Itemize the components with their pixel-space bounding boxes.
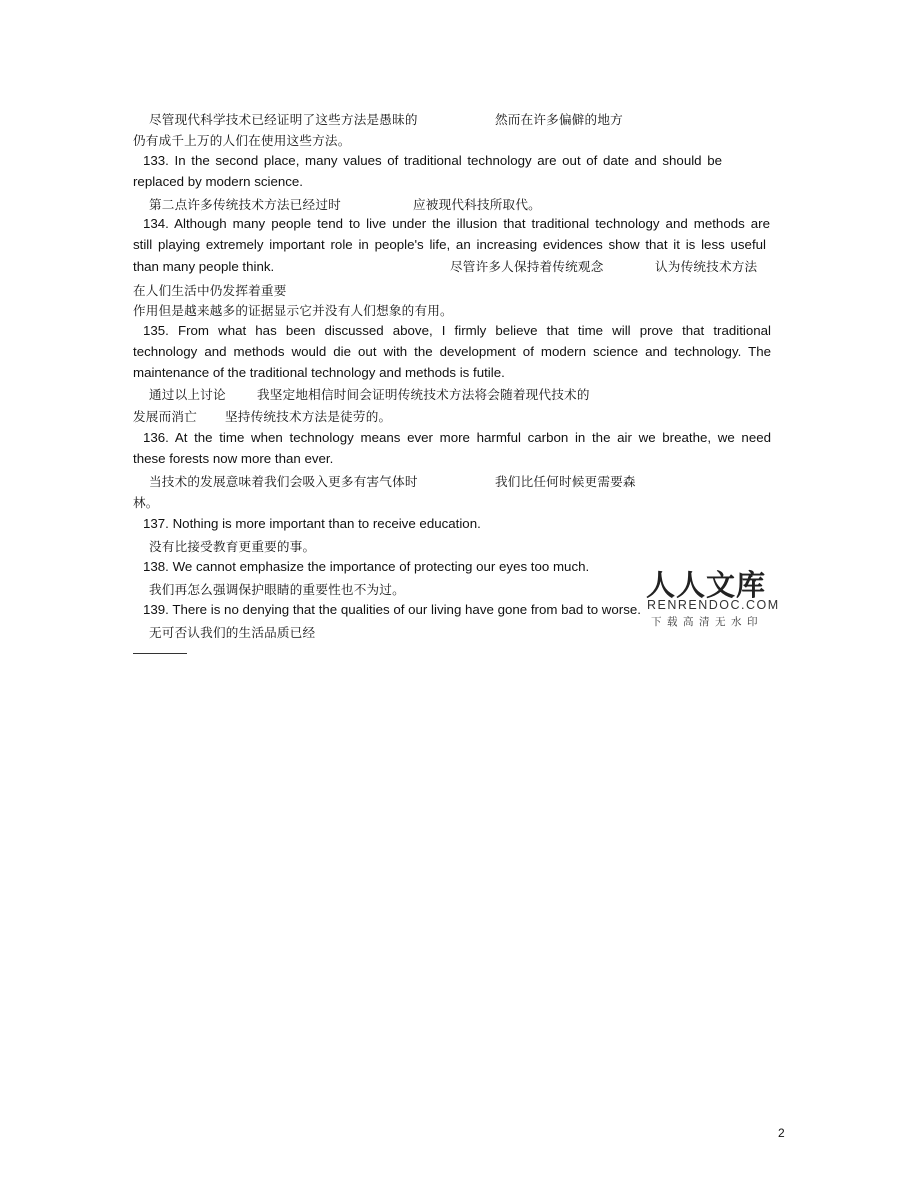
text-segment: 然而在许多偏僻的地方 [495,112,623,127]
sentence-line: 135. From what has been discussed above, I firmly believe that time will prove that traditional [143,323,771,338]
sentence-line: 139. There is no denying that the qualities of our living have gone from bad to worse. [143,602,641,617]
watermark-title: 人人文库 [646,568,767,602]
text-segment: 当技术的发展意味着我们会吸入更多有害气体时 [149,474,418,489]
text-segment: 认为传统技术方法 [655,259,758,274]
sentence-line: 134. Although many people tend to live under the illusion that traditional technology and methods are [143,216,770,231]
text-segment: 尽管许多人保持着传统观念 [450,259,604,274]
watermark-url: RENRENDOC.COM [647,598,780,612]
text-segment: 发展而消亡 [133,409,197,424]
divider [133,653,187,654]
watermark-logo [646,563,780,633]
translation-line: 无可否认我们的生活品质已经 [149,625,316,640]
sentence-line: technology and methods would die out with the development of modern science and technology. The [133,344,771,359]
translation-line: 在人们生活中仍发挥着重要 [133,283,287,298]
text-segment: 第二点许多传统技术方法已经过时 [149,197,341,212]
sentence-line: replaced by modern science. [133,174,303,189]
text-segment: 我坚定地相信时间会证明传统技术方法将会随着现代技术的 [257,387,590,402]
sentence-line: 138. We cannot emphasize the importance of protecting our eyes too much. [143,559,590,574]
sentence-line: still playing extremely important role in people's life, an increasing evidences show that it is less useful [133,237,766,252]
text-segment: than many people think. [133,259,275,274]
text-segment: 通过以上讨论 [149,387,226,402]
sentence-line: 137. Nothing is more important than to receive education. [143,516,481,531]
translation-line: 作用但是越来越多的证据显示它并没有人们想象的有用。 [133,303,453,318]
watermark-subtitle: 下载高清无水印 [651,616,763,628]
text-segment: 尽管现代科学技术已经证明了这些方法是愚昧的 [149,112,418,127]
text-segment: 应被现代科技所取代。 [413,197,541,212]
translation-line: 林。 [133,495,159,510]
sentence-line: these forests now more than ever. [133,451,334,466]
sentence-line: 133. In the second place, many values of traditional technology are out of date and should be [143,153,722,168]
sentence-line: 136. At the time when technology means ever more harmful carbon in the air we breathe, we need [143,430,771,445]
translation-line: 仍有成千上万的人们在使用这些方法。 [133,133,351,148]
text-segment: 坚持传统技术方法是徒劳的。 [225,409,392,424]
page-number: 2 [778,1126,785,1140]
text-segment: 我们比任何时候更需要森 [495,474,636,489]
translation-line: 我们再怎么强调保护眼睛的重要性也不为过。 [149,582,405,597]
translation-line: 没有比接受教育更重要的事。 [149,539,316,554]
sentence-line: maintenance of the traditional technology and methods is futile. [133,365,505,380]
